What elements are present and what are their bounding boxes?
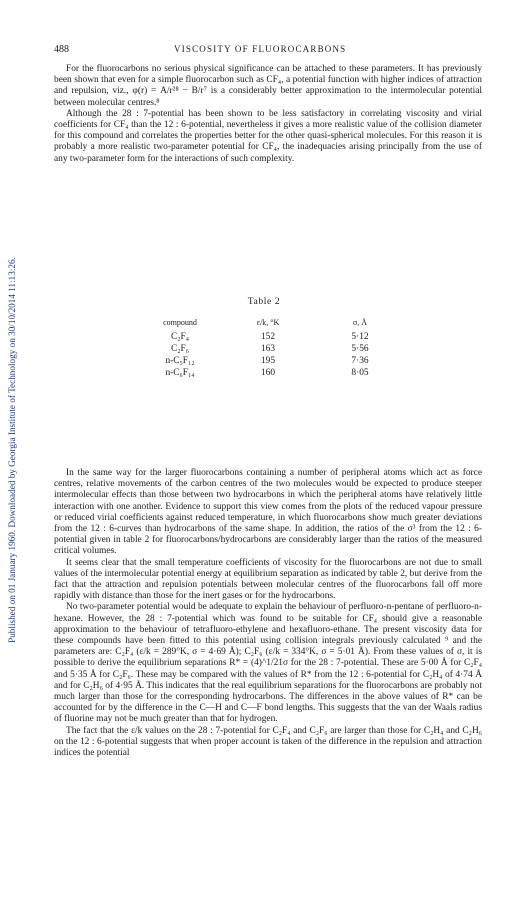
table-cell: 5·12 [351, 332, 369, 342]
table-cell: n-C₆F₁₄ [165, 368, 195, 378]
paragraph: Although the 28 : 7-potential has been shown to be less satisfactory in correlating viscosity and virial coefficients for CF₄ than the 12 : 6-potential, nevertheless it gives a more realistic value of the collision diameter for this compound and correlates the properties better for the other quasi-spherical molecules. For this reason it is probably a more realistic two-parameter potential for CF₄, the inadequacies arising principally from the use of any two-parameter form for the interactions of such complexity. [54, 108, 482, 164]
paragraph: In the same way for the larger fluorocarbons containing a number of peripheral atoms which act as force centres, relative movements of the carbon centres of the two molecules would be expected to produce steeper intermolecular effects than those between two hydrocarbons in which the peripheral atoms have relatively little interaction with one another. Evidence to support this view comes from the plots of the reduced vapour pressure or reduced virial coefficients against reduced temperature, in which fluorocarbons show much greater deviations from the 12 : 6-curves than hydrocarbons of the same shape. In addition, the ratios of the σ³ from the 12 : 6-potential given in table 2 for fluorocarbons/hydrocarbons are considerably larger than the ratios of the measured critical volumes. [54, 468, 482, 557]
column-header-compound: compound [163, 318, 197, 327]
download-notice [2, 110, 22, 790]
table-row [150, 368, 410, 380]
body-text-bottom [54, 468, 482, 759]
body-text-top [54, 64, 482, 165]
running-head: VISCOSITY OF FLUOROCARBONS [174, 44, 347, 54]
page-number: 488 [54, 44, 69, 55]
table-title: Table 2 [247, 296, 281, 307]
table-cell: 195 [260, 356, 276, 366]
table-cell: 160 [260, 368, 276, 378]
data-table [150, 318, 410, 380]
download-notice-text: Published on 01 January 1960. Downloaded by Georgia Institute of Technology on 30/10/2014 11:13:26. [7, 257, 17, 643]
table-cell: 152 [260, 332, 276, 342]
paragraph: It seems clear that the small temperature coefficients of viscosity for the fluorocarbons are not due to small values of the intermolecular potential energy at equilibrium separation as indicated by table 2, but derive from the fact that the attraction and repulsion potentials between molecular centres of the fluorocarbons fall off more rapidly with distance than those for the inert gases or for the hydrocarbons. [54, 557, 482, 602]
table-row [150, 344, 410, 356]
table-cell: 5·56 [351, 344, 369, 354]
paragraph: For the fluorocarbons no serious physical significance can be attached to these parameters. It has previously been shown that even for a simple fluorocarbon such as CF₄, a potential function with higher indices of attraction and repulsion, viz., φ(r) = A/r²⁸ − B/r⁷ is a considerably better approximation to the intermolecular potential between molecular centres.⁸ [54, 64, 482, 108]
table-cell: 7·36 [351, 356, 369, 366]
table-cell: 163 [260, 344, 276, 354]
column-header-epsilon: ε/k, °K [256, 318, 280, 327]
paragraph: The fact that the ε/k values on the 28 : 7-potential for C₂F₄ and C₂F₆ are larger than those for C₂H₄ and C₂H₆ on the 12 : 6-potential suggests that when proper account is taken of the difference in the repulsion and attraction indices the potential [54, 725, 482, 759]
table-cell: 8·05 [351, 368, 369, 378]
table-header-row [150, 318, 410, 332]
table-row [150, 356, 410, 368]
page-header [54, 44, 482, 58]
table-cell: n-C₅F₁₂ [165, 356, 195, 366]
table-cell: C₂F₆ [170, 344, 189, 354]
table-cell: C₂F₄ [170, 332, 189, 342]
table-row [150, 332, 410, 344]
column-header-sigma: σ, Å [352, 318, 368, 327]
paragraph: No two-parameter potential would be adequate to explain the behaviour of perfluoro-n-pentane of perfluoro-n-hexane. However, the 28 : 7-potential which was found to be suitable for CF₄ should give a reasonable approximation to the behaviour of tetrafluoro-ethylene and hexafluoro-ethane. The present viscosity data for these compounds have been fitted to this potential using collision integrals previously calculated ⁹ and the parameters are: C₂F₄ (ε/k = 289°K, σ = 4·69 Å); C₂F₆ (ε/k = 334°K, σ = 5·01 Å). From these values of σ, it is possible to derive the equilibrium separations R* = (4)^1/21σ for the 28 : 7-potential. These are 5·00 Å for C₂F₄ and 5·35 Å for C₂F₆. These may be compared with the values of R* from the 12 : 6-potential for C₂H₄ of 4·74 Å and for C₂H₆ of 4·95 Å. This indicates that the real equilibrium separations for the fluorocarbons are probably not much larger than those for the corresponding hydrocarbons. The differences in the above values of R* can be accounted for by the difference in the C—H and C—F bond lengths. This suggests that the van der Waals radius of fluorine may not be much greater than that for hydrogen. [54, 602, 482, 725]
